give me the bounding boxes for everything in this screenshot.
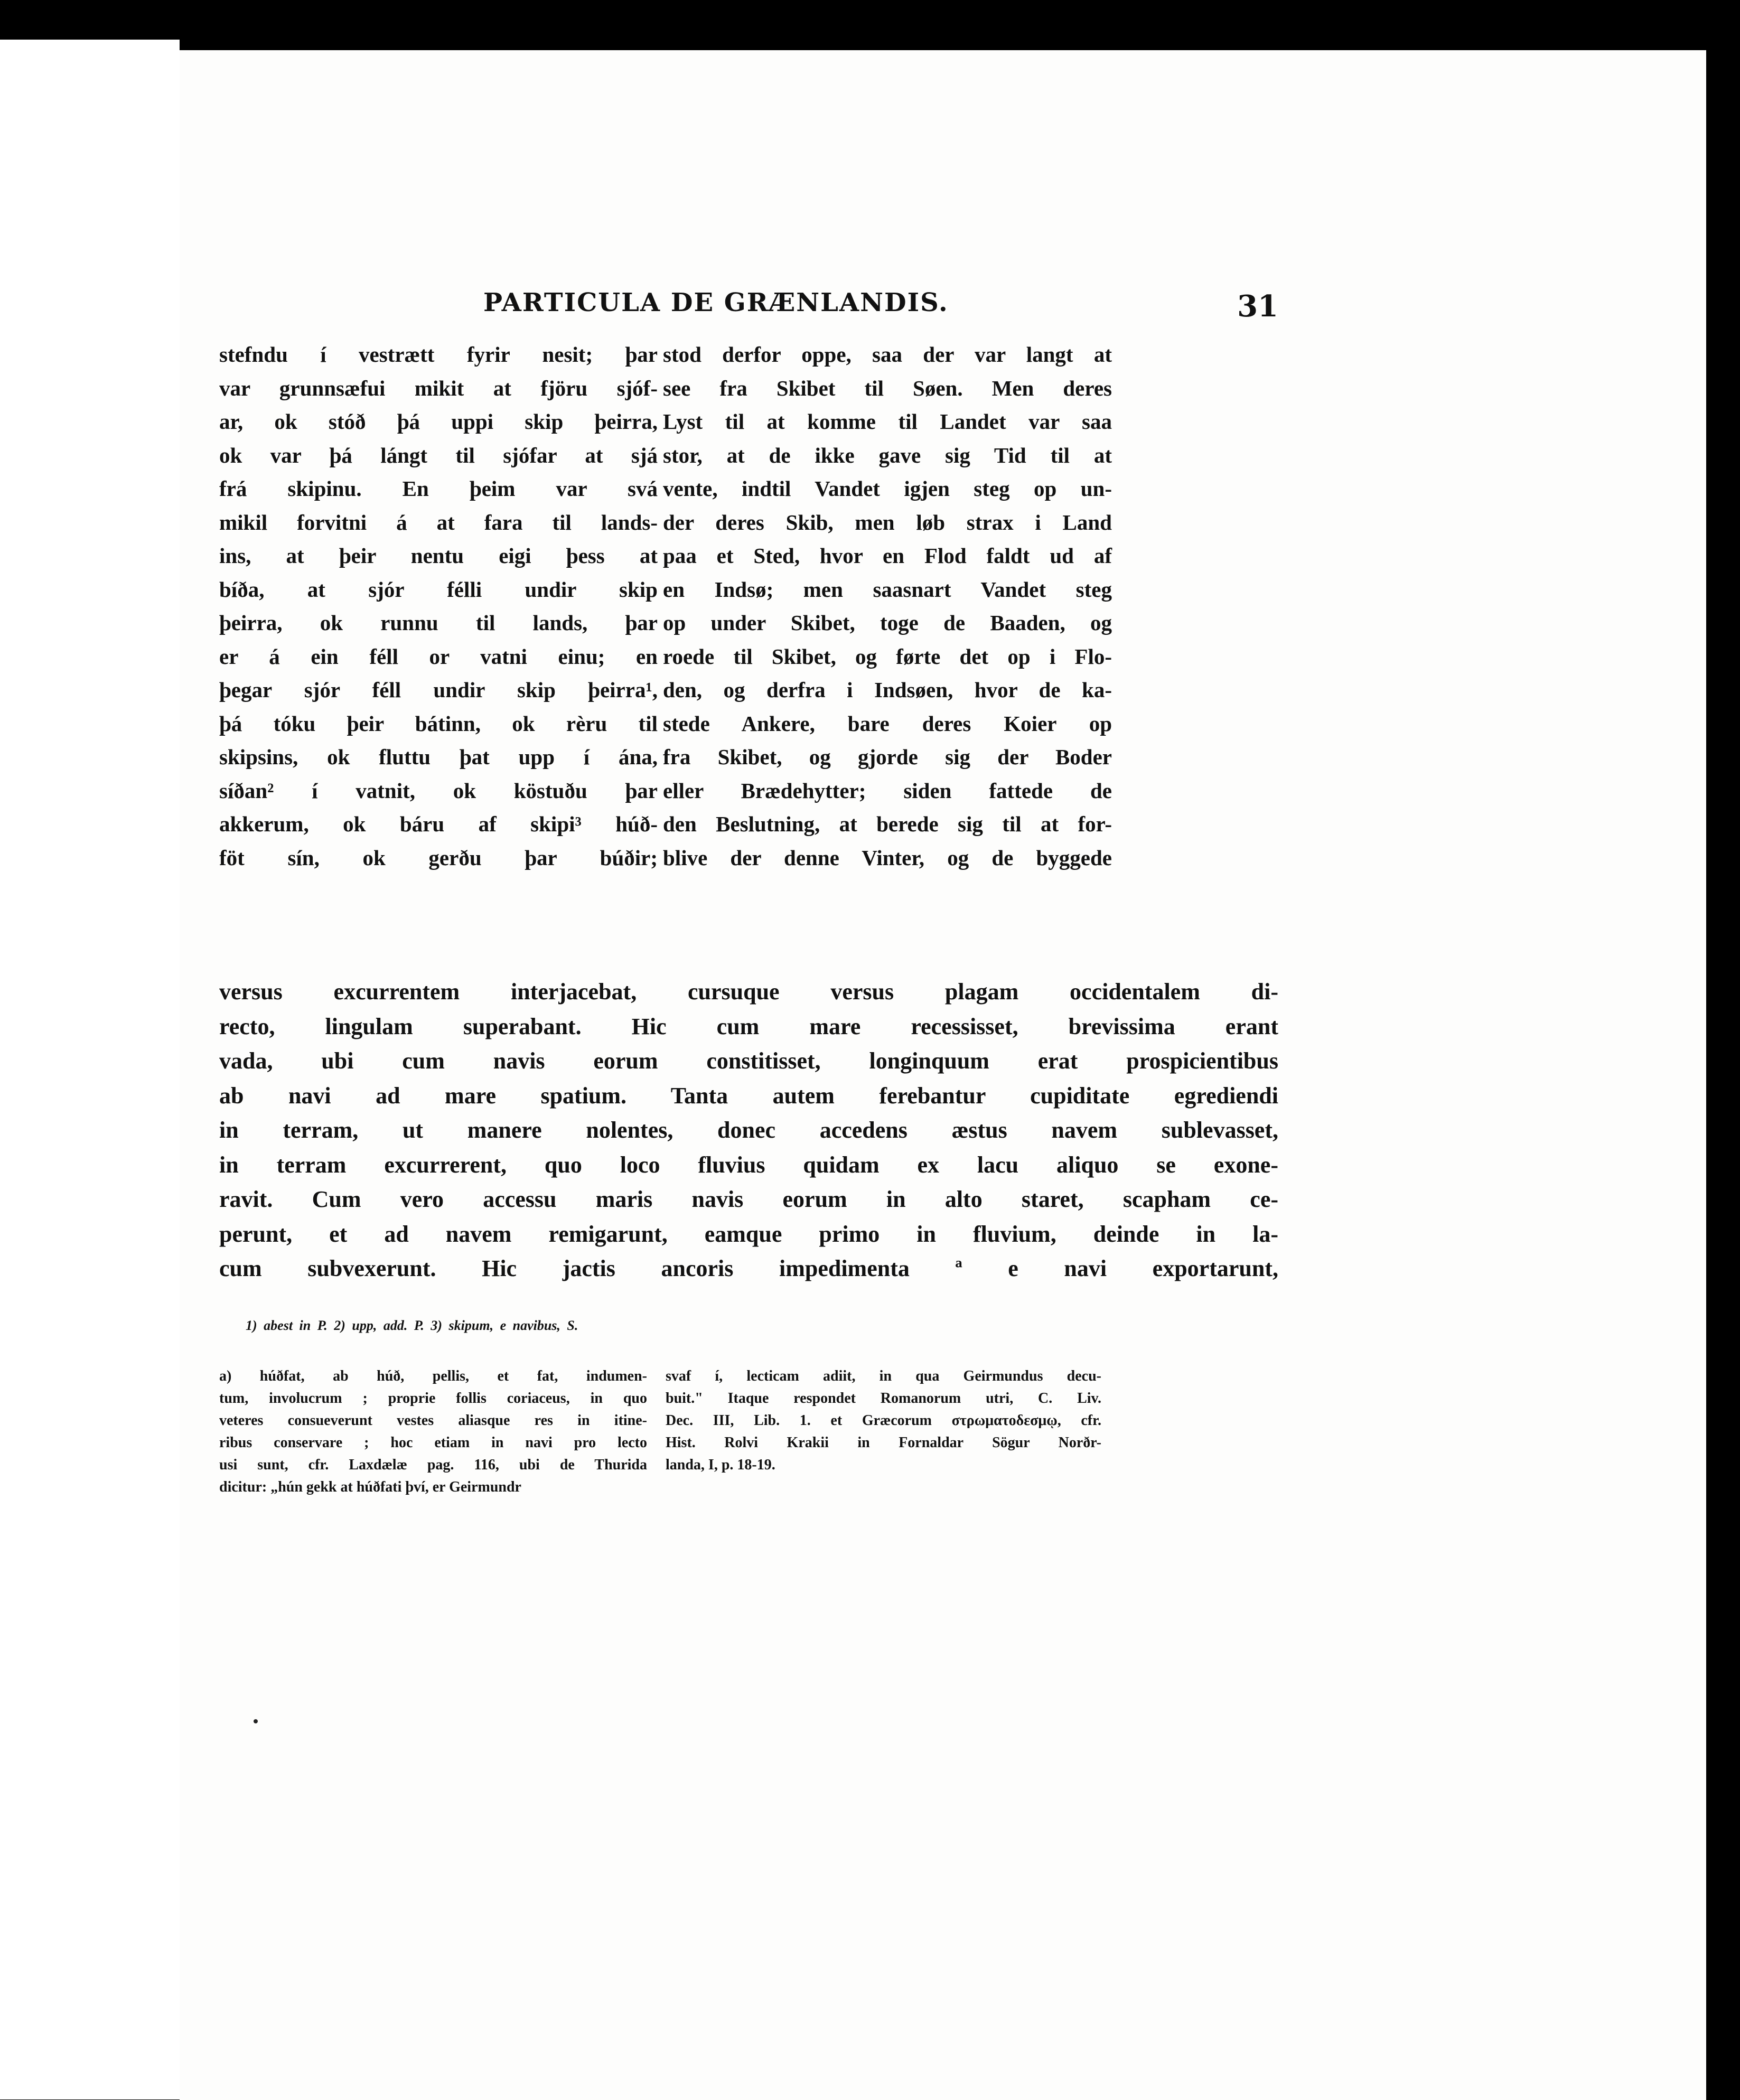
text-line: roede til Skibet, og førte det op i Flo- — [663, 644, 1112, 669]
text-line: en Indsø; men saasnart Vandet steg — [663, 577, 1112, 602]
latin-translation — [219, 974, 1278, 1286]
text-line: stefndu í vestrætt fyrir nesit; þar — [219, 342, 658, 367]
footnote-line: landa, I, p. 18-19. — [666, 1457, 775, 1473]
text-line: Lyst til at komme til Landet var saa — [663, 409, 1112, 434]
text-line: cum subvexerunt. Hic jactis ancoris impedimenta ª e navi exportarunt, — [219, 1255, 1278, 1281]
text-line: þeirra, ok runnu til lands, þar — [219, 611, 658, 635]
text-line: ab navi ad mare spatium. Tanta autem ferebantur cupiditate egrediendi — [219, 1082, 1278, 1109]
text-line: eller Brædehytter; siden fattede de — [663, 778, 1112, 803]
text-line: mikil forvitni á at fara til lands- — [219, 510, 658, 535]
text-line: paa et Sted, hvor en Flod faldt ud af — [663, 543, 1112, 568]
footnotes-left — [219, 1365, 647, 1498]
running-head — [219, 288, 1278, 335]
text-line: stor, at de ikke gave sig Tid til at — [663, 443, 1112, 467]
footnote-line: usi sunt, cfr. Laxdælæ pag. 116, ubi de Thurida — [219, 1457, 647, 1473]
icelandic-column — [219, 338, 658, 875]
text-line: fra Skibet, og gjorde sig der Boder — [663, 745, 1112, 769]
footnote-line: Hist. Rolvi Krakii in Fornaldar Sögur Norðr- — [666, 1435, 1101, 1451]
text-line: blive der denne Vinter, og de byggede — [663, 845, 1112, 870]
text-line: vente, indtil Vandet igjen steg op un- — [663, 476, 1112, 501]
text-line: ravit. Cum vero accessu maris navis eorum in alto staret, scapham ce- — [219, 1186, 1278, 1212]
text-line: in terram excurrerent, quo loco fluvius quidam ex lacu aliquo se exone- — [219, 1151, 1278, 1178]
text-line: var grunnsæfui mikit at fjöru sjóf- — [219, 376, 658, 400]
text-line: vada, ubi cum navis eorum constitisset, longinquum erat prospicientibus — [219, 1048, 1278, 1074]
footnote-line: buit." Itaque respondet Romanorum utri, C. Liv. — [666, 1390, 1101, 1407]
text-line: síðan² í vatnit, ok köstuðu þar — [219, 778, 658, 803]
text-line: den Beslutning, at berede sig til at for- — [663, 812, 1112, 836]
text-line: ar, ok stóð þá uppi skip þeirra, — [219, 409, 658, 434]
text-line: perunt, et ad navem remigarunt, eamque primo in fluvium, deinde in la- — [219, 1221, 1278, 1247]
text-line: in terram, ut manere nolentes, donec accedens æstus navem sublevasset, — [219, 1117, 1278, 1143]
text-line: akkerum, ok báru af skipi³ húð- — [219, 812, 658, 836]
footnote-line: veteres consueverunt vestes aliasque res in itine- — [219, 1412, 647, 1429]
footnote-line: dicitur: „hún gekk at húðfati því, er Geirmundr — [219, 1479, 521, 1495]
variant-readings: 1) abest in P. 2) upp, add. P. 3) skipum, e navibus, S. — [246, 1318, 578, 1333]
text-line: versus excurrentem interjacebat, cursuque versus plagam occidentalem di- — [219, 979, 1278, 1005]
text-line: op under Skibet, toge de Baaden, og — [663, 611, 1112, 635]
text-line: þegar sjór féll undir skip þeirra¹, — [219, 678, 658, 702]
footnote-line: ribus conservare ; hoc etiam in navi pro lecto — [219, 1435, 647, 1451]
text-line: den, og derfra i Indsøen, hvor de ka- — [663, 678, 1112, 702]
footnotes-right — [666, 1365, 1101, 1476]
running-title: PARTICULA DE GRÆNLANDIS. — [483, 288, 949, 317]
text-line: recto, lingulam superabant. Hic cum mare recessisset, brevissima erant — [219, 1013, 1278, 1039]
text-line: ins, at þeir nentu eigi þess at — [219, 543, 658, 568]
footnote-line: a) húðfat, ab húð, pellis, et fat, indumen- — [219, 1368, 647, 1384]
text-line: frá skipinu. En þeim var svá — [219, 476, 658, 501]
footnote-line: svaf í, lecticam adiit, in qua Geirmundus decu- — [666, 1368, 1101, 1384]
text-line: föt sín, ok gerðu þar búðir; — [219, 845, 658, 870]
text-line: þá tóku þeir bátinn, ok rèru til — [219, 711, 658, 736]
text-line: ok var þá lángt til sjófar at sjá — [219, 443, 658, 467]
facing-page-edge — [0, 40, 180, 2099]
danish-column — [663, 338, 1112, 875]
page-number: 31 — [1237, 289, 1278, 324]
ink-mark — [254, 1719, 258, 1723]
text-line: der deres Skib, men løb strax i Land — [663, 510, 1112, 535]
text-line: skipsins, ok fluttu þat upp í ána, — [219, 745, 658, 769]
text-line: bíða, at sjór félli undir skip — [219, 577, 658, 602]
footnote-line: tum, involucrum ; proprie follis coriaceus, in quo — [219, 1390, 647, 1407]
text-line: stede Ankere, bare deres Koier op — [663, 711, 1112, 736]
text-line: stod derfor oppe, saa der var langt at — [663, 342, 1112, 367]
text-line: er á ein féll or vatni einu; en — [219, 644, 658, 669]
text-line: see fra Skibet til Søen. Men deres — [663, 376, 1112, 400]
footnote-line: Dec. III, Lib. 1. et Græcorum στρωματοδεσμῳ, cfr. — [666, 1412, 1101, 1429]
